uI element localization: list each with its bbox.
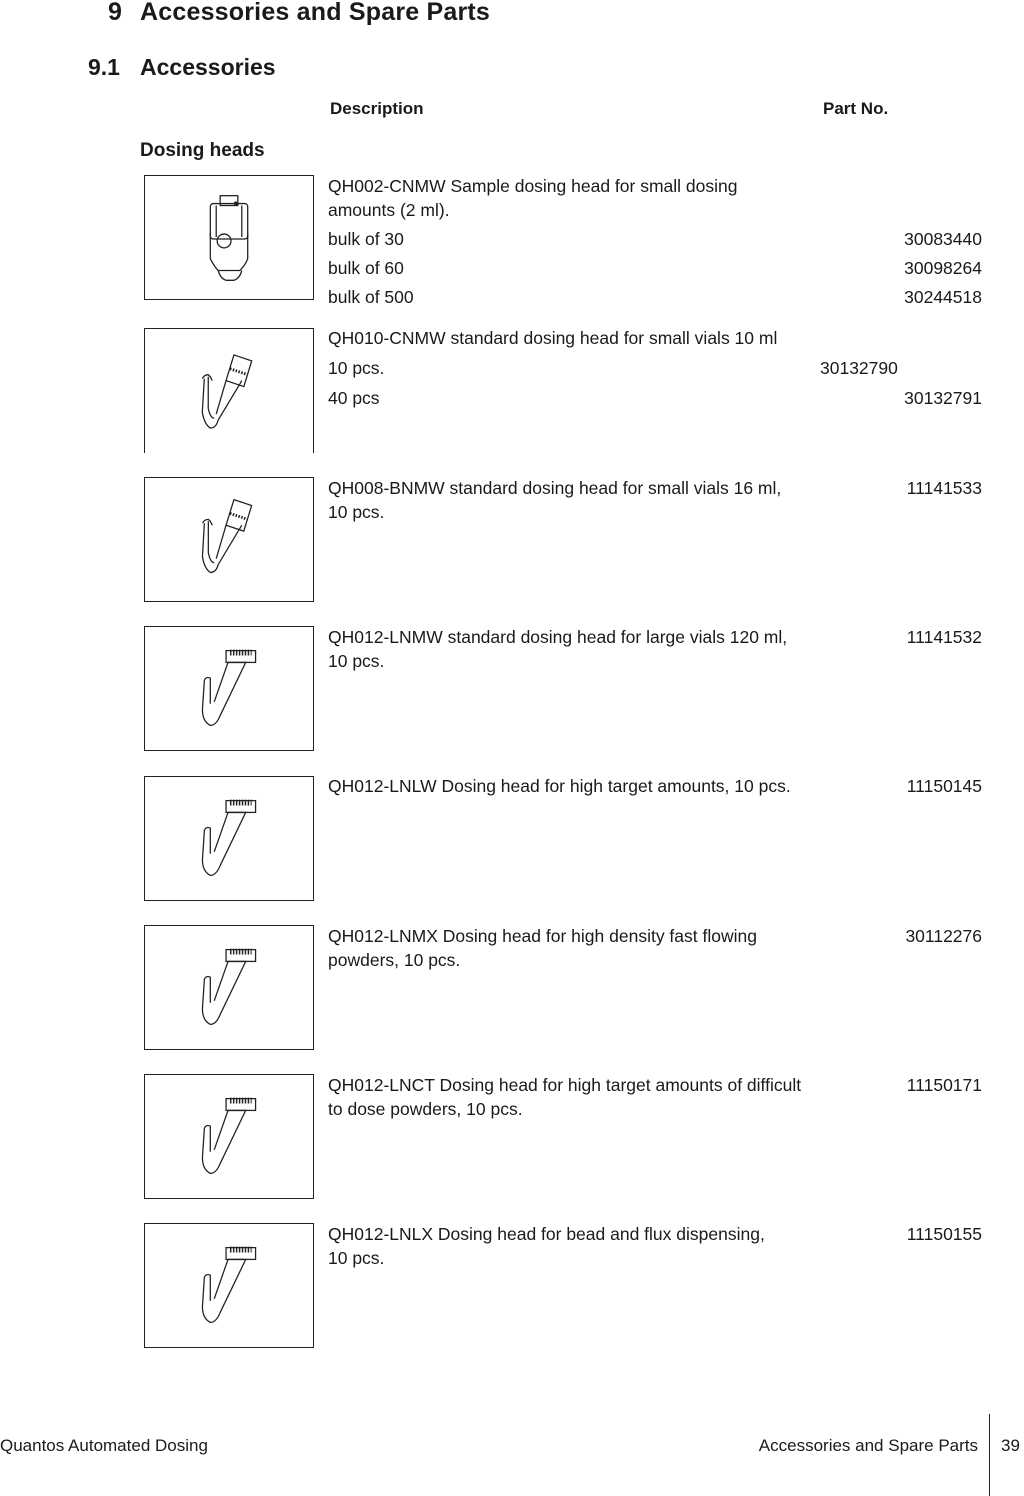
chapter-heading [108,0,490,27]
item-description [328,774,813,798]
page-number: 39 [1001,1436,1020,1455]
item-description-line: 10 pcs. [328,651,385,671]
item-description-line: powders, 10 pcs. [328,950,461,970]
part-number: 30132791 [904,388,982,408]
variant-label: bulk of 30 [328,229,404,249]
dosing-head-icon [145,1224,313,1347]
variant-list [328,227,813,309]
item-image-box [144,626,314,751]
item-description [328,476,813,524]
sample-dosing-head-icon [145,176,313,299]
item-description-line: QH002-CNMW Sample dosing head for small dosing [328,176,738,196]
footer-chapter-title: Accessories and Spare Parts [758,1436,978,1455]
variant-list [328,356,813,410]
dosing-head-ribbed-icon [145,478,313,601]
item-description [328,1222,813,1270]
part-number: 11141532 [906,627,982,647]
item-description [328,174,813,222]
part-number: 30244518 [904,287,982,307]
item-description-line: 10 pcs. [328,502,385,522]
item-description [328,924,813,972]
item-description [328,625,813,673]
variant-part-numbers [904,227,982,309]
part-number: 30083440 [904,229,982,249]
dosing-head-icon [145,1075,313,1198]
part-number: 30132790 [820,358,898,378]
item-description [328,326,813,350]
part-number: 11150171 [906,1075,982,1095]
footer-divider [989,1414,990,1496]
section-number: 9.1 [88,54,120,80]
footer-document-title: Quantos Automated Dosing [0,1436,208,1455]
item-image-box [144,1223,314,1348]
item-description-line: QH012-LNLW Dosing head for high target amounts, 10 pcs. [328,776,791,796]
variant-label: 10 pcs. [328,358,385,378]
section-heading [88,54,276,81]
chapter-number: 9 [108,0,123,26]
dosing-head-icon [145,627,313,750]
variant-label: bulk of 500 [328,287,414,307]
item-description-line: QH012-LNLX Dosing head for bead and flux dispensing, [328,1224,765,1244]
variant-label: bulk of 60 [328,258,404,278]
item-image-box [144,175,314,300]
category-heading: Dosing heads [140,140,265,161]
item-description-line: QH010-CNMW standard dosing head for small vials 10 ml [328,328,778,348]
dosing-head-ribbed-icon [145,329,313,453]
item-image-box [144,477,314,602]
part-number: 30112276 [905,926,982,946]
dosing-head-icon [145,777,313,900]
section-title: Accessories [140,54,276,80]
part-number: 11141533 [906,478,982,498]
dosing-head-icon [145,926,313,1049]
item-description-line: QH012-LNCT Dosing head for high target amounts of difficult [328,1075,802,1095]
item-description-line: QH008-BNMW standard dosing head for small vials 16 ml, [328,478,782,498]
item-description-line: QH012-LNMX Dosing head for high density fast flowing [328,926,757,946]
item-image-box [144,328,314,453]
item-description-line: QH012-LNMW standard dosing head for large vials 120 ml, [328,627,788,647]
item-image-box [144,1074,314,1199]
chapter-title: Accessories and Spare Parts [140,0,491,26]
item-description-line: amounts (2 ml). [328,200,450,220]
item-description [328,1073,813,1121]
item-description-line: to dose powders, 10 pcs. [328,1099,523,1119]
variant-label: 40 pcs [328,388,380,408]
part-number: 30098264 [904,258,982,278]
item-description-line: 10 pcs. [328,1248,385,1268]
item-image-box [144,776,314,901]
column-header-description: Description [330,99,424,118]
item-image-box [144,925,314,1050]
part-number: 11150155 [906,1224,982,1244]
part-number: 11150145 [906,776,982,796]
column-header-part-no: Part No. [823,99,889,118]
